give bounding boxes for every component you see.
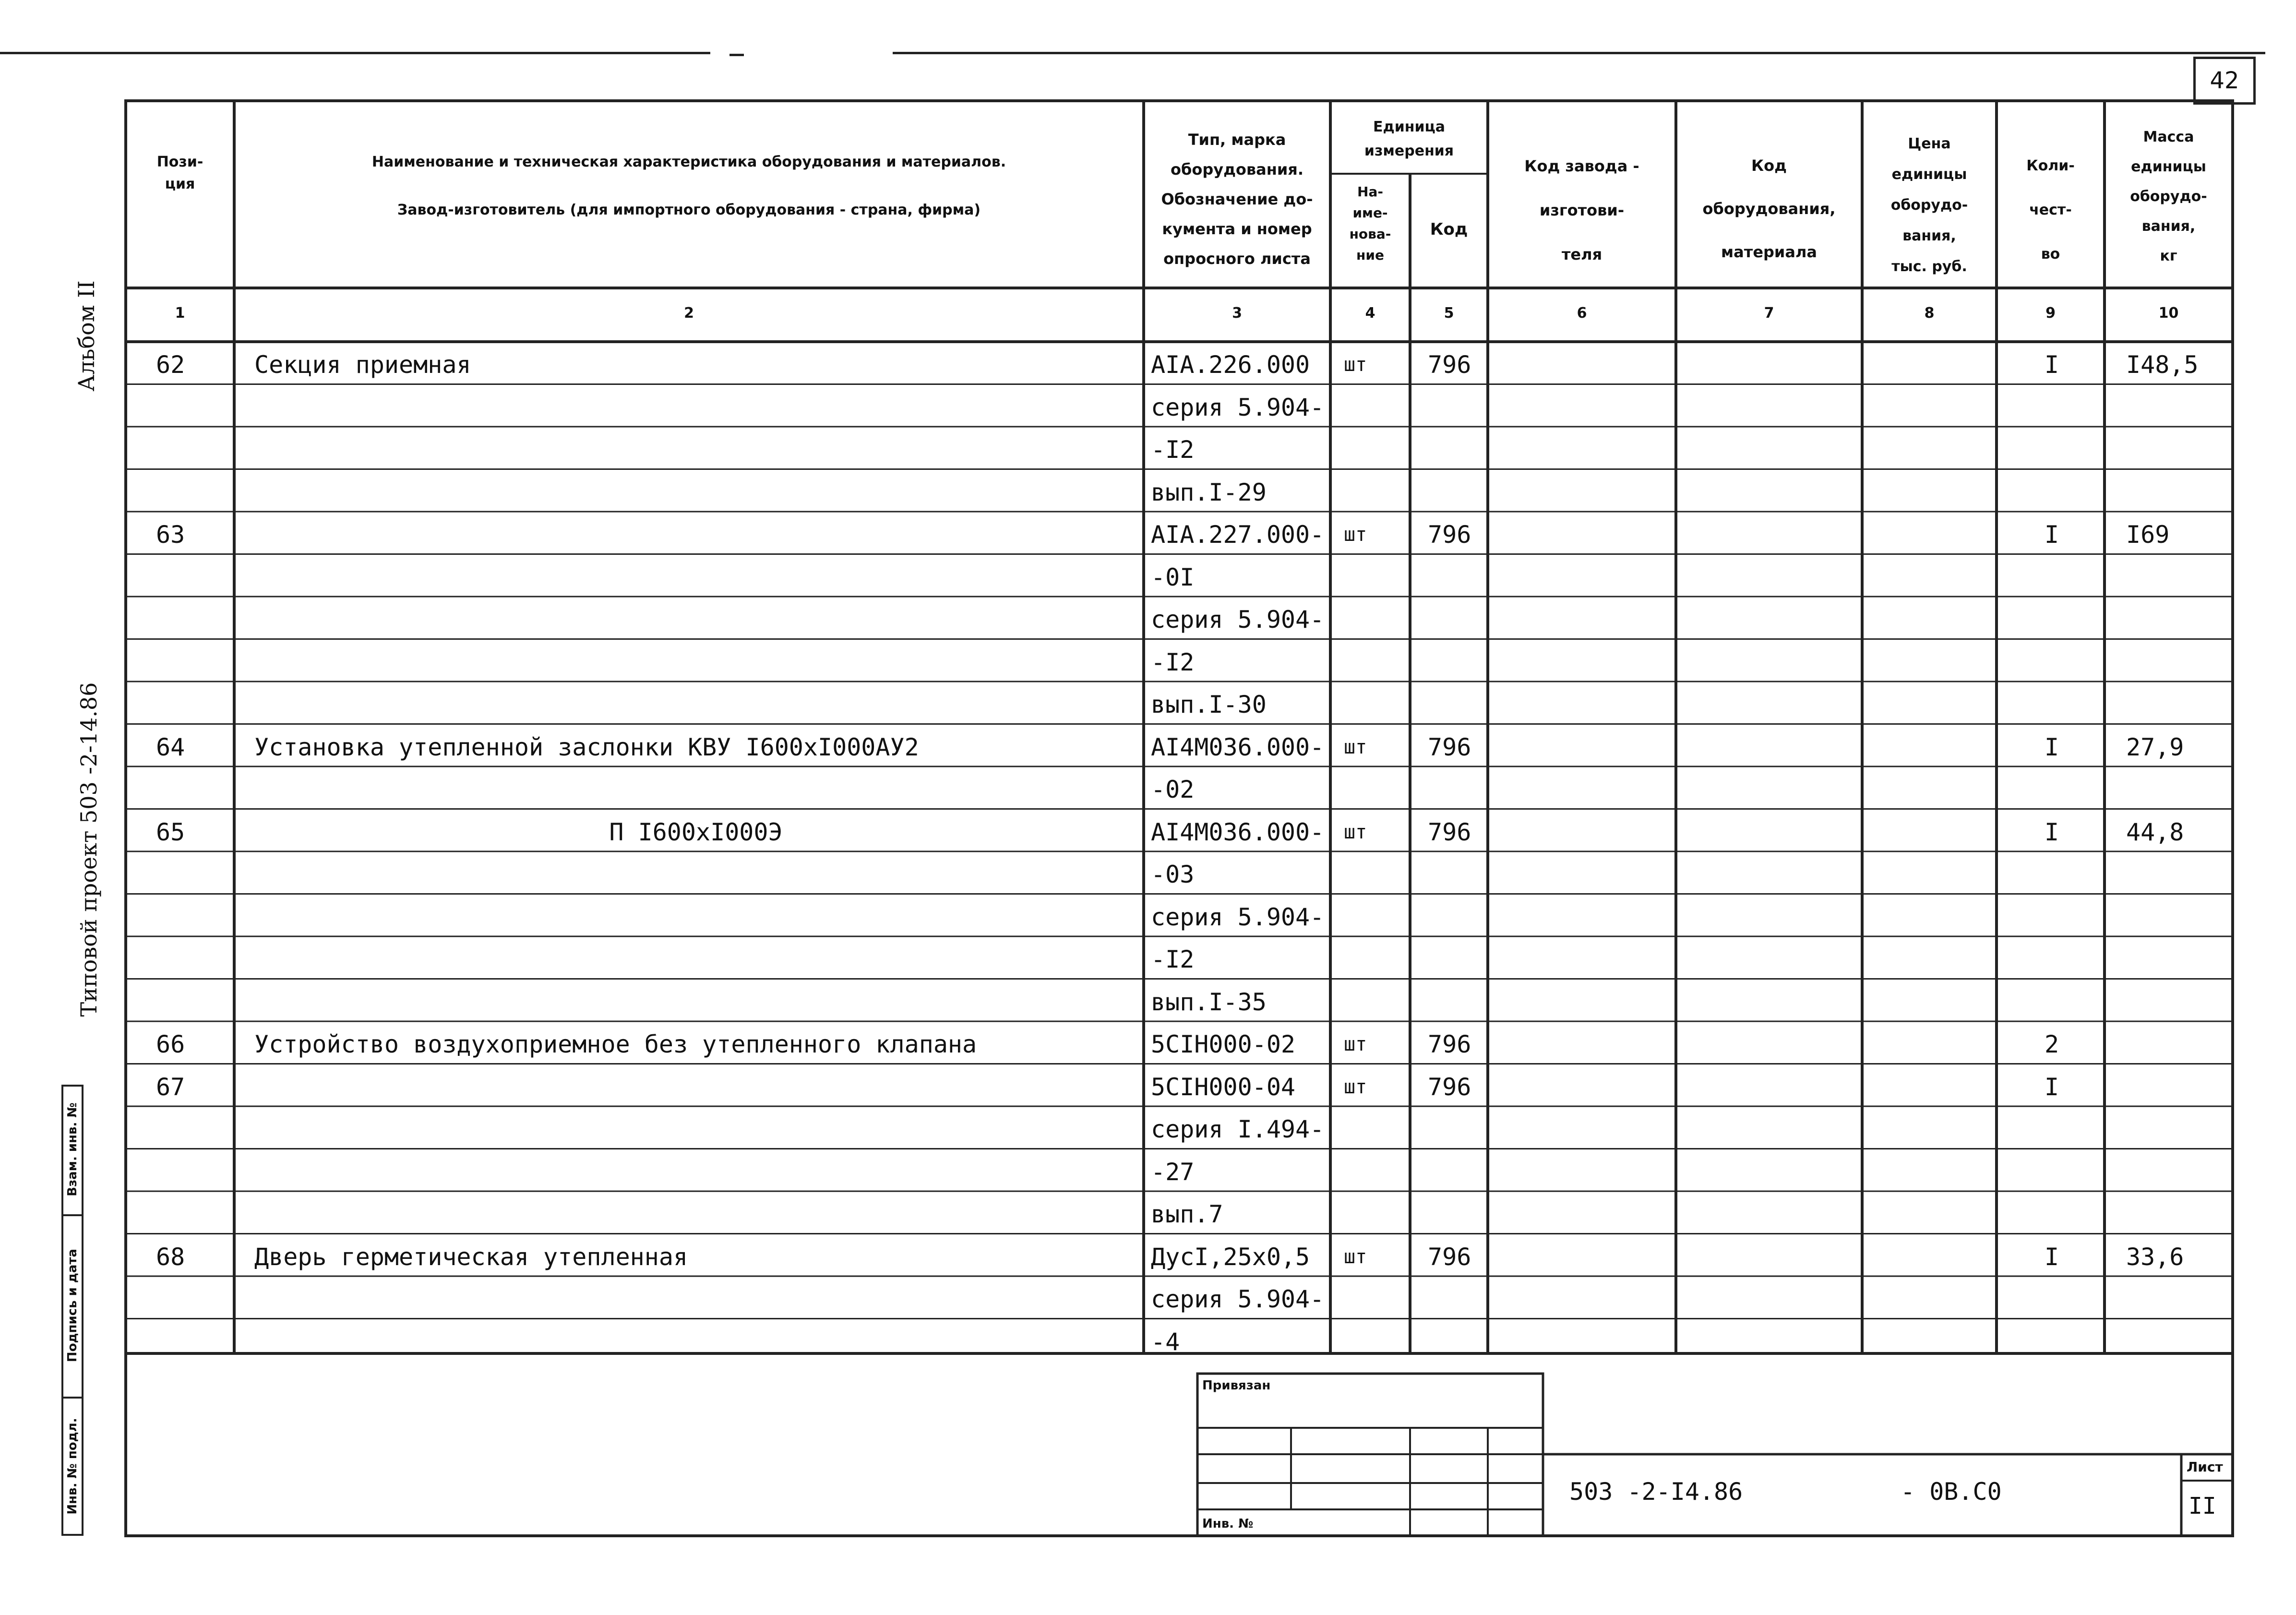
table-row	[0, 682, 2296, 724]
cell-type-mark: -I2	[1151, 945, 1195, 973]
table-row	[0, 1276, 2296, 1319]
col-number-6: 6	[1577, 305, 1587, 322]
table-row	[0, 427, 2296, 469]
cell-type-mark: ДусI,25x0,5	[1151, 1243, 1310, 1271]
cell-type-mark: AIA.227.000-	[1151, 521, 1325, 549]
table-row	[0, 809, 2296, 852]
table-row	[0, 1149, 2296, 1192]
cell-quantity: I	[2044, 1243, 2059, 1271]
table-row	[0, 342, 2296, 384]
table-row	[0, 979, 2296, 1022]
cell-position: 63	[156, 521, 185, 549]
header-name-line1: Наименование и техническая характеристика оборудования и материалов.	[371, 154, 1006, 170]
cell-type-mark: вып.I-29	[1151, 478, 1267, 506]
table-row	[0, 469, 2296, 512]
cell-type-mark: серия 5.904-	[1151, 903, 1325, 931]
header-unit-price: Цена единицы оборудо- вания, тыс. руб.	[1890, 135, 1968, 275]
cell-unit-code: 796	[1428, 1073, 1471, 1101]
header-quantity: Коли- чест- во	[2026, 157, 2075, 263]
cell-type-mark: -27	[1151, 1158, 1195, 1186]
cell-type-mark: -02	[1151, 776, 1195, 803]
cell-quantity: I	[2044, 351, 2059, 379]
cell-name: П I600xI000Э	[609, 818, 783, 846]
cell-type-mark: серия 5.904-	[1151, 1285, 1325, 1313]
cell-unit-code: 796	[1428, 351, 1471, 379]
side-box-label-3: Инв. № подл.	[65, 1418, 80, 1515]
cell-type-mark: AI4M036.000-	[1151, 818, 1325, 846]
cell-type-mark: серия 5.904-	[1151, 393, 1325, 421]
side-title: Типовой проект 503 -2-14.86	[76, 682, 102, 1017]
cell-unit-mass: 33,6	[2126, 1243, 2184, 1271]
cell-type-mark: 5CIH000-02	[1151, 1030, 1296, 1058]
table-row	[0, 1064, 2296, 1107]
header-unit-name: На- име- нова- ние	[1349, 184, 1391, 263]
sheet-number: II	[2188, 1493, 2216, 1519]
document-code: 503 -2-I4.86	[1569, 1478, 1743, 1506]
cell-quantity: I	[2044, 521, 2059, 549]
col-number-3: 3	[1232, 305, 1242, 322]
cell-position: 68	[156, 1243, 185, 1271]
cell-name: Дверь герметическая утепленная	[254, 1243, 688, 1271]
cell-unit-name: шт	[1344, 821, 1367, 843]
cell-unit-name: шт	[1344, 1076, 1367, 1098]
cell-type-mark: вып.I-30	[1151, 691, 1267, 718]
header-unit-mass: Масса единицы оборудо- вания, кг	[2130, 129, 2207, 264]
cell-quantity: 2	[2044, 1030, 2059, 1058]
cell-type-mark: -I2	[1151, 648, 1195, 676]
table-row	[0, 894, 2296, 937]
cell-type-mark: -4	[1151, 1328, 1180, 1356]
table-row	[0, 1021, 2296, 1064]
header-factory-code: Код завода - изготови- теля	[1524, 157, 1639, 263]
cell-position: 65	[156, 818, 185, 846]
col-number-1: 1	[175, 305, 185, 322]
header-equipment-code: Код оборудования, материала	[1702, 156, 1836, 261]
cell-position: 67	[156, 1073, 185, 1101]
sheet-label: Лист	[2187, 1459, 2223, 1475]
col-number-10: 10	[2158, 305, 2179, 322]
cell-unit-code: 796	[1428, 1243, 1471, 1271]
table-row	[0, 766, 2296, 809]
cell-type-mark: -0I	[1151, 563, 1195, 591]
table-row	[0, 1106, 2296, 1149]
side-album: Альбом II	[73, 280, 99, 392]
header-name-line2: Завод-изготовитель (для импортного оборудования - страна, фирма)	[397, 202, 981, 218]
header-position: Пози- ция	[156, 154, 203, 192]
side-box-label-2: Подпись и дата	[65, 1248, 80, 1363]
stamp-attached-label: Привязан	[1202, 1378, 1271, 1393]
cell-quantity: I	[2044, 1073, 2059, 1101]
cell-unit-name: шт	[1344, 354, 1367, 376]
col-number-5: 5	[1444, 305, 1454, 322]
table-row	[0, 554, 2296, 597]
table-row	[0, 1191, 2296, 1234]
cell-type-mark: серия 5.904-	[1151, 606, 1325, 634]
cell-type-mark: 5CIH000-04	[1151, 1073, 1296, 1101]
cell-type-mark: AIA.226.000	[1151, 351, 1310, 379]
cell-unit-name: шт	[1344, 736, 1367, 758]
table-row	[0, 724, 2296, 767]
cell-type-mark: AI4M036.000-	[1151, 733, 1325, 761]
cell-unit-mass: I69	[2126, 521, 2170, 549]
table-row	[0, 384, 2296, 427]
cell-quantity: I	[2044, 733, 2059, 761]
cell-unit-code: 796	[1428, 521, 1471, 549]
cell-position: 66	[156, 1030, 185, 1058]
cell-unit-mass: 27,9	[2126, 733, 2184, 761]
table-row	[0, 1234, 2296, 1277]
cell-name: Секция приемная	[254, 351, 471, 379]
header-unit: Единица измерения	[1364, 119, 1454, 159]
cell-unit-name: шт	[1344, 524, 1367, 546]
col-number-8: 8	[1924, 305, 1935, 322]
cell-type-mark: вып.7	[1151, 1200, 1223, 1228]
page-number: 42	[2210, 67, 2239, 94]
table-row	[0, 512, 2296, 554]
table-row	[0, 936, 2296, 979]
document-suffix: - 0В.С0	[1901, 1478, 2002, 1506]
cell-position: 62	[156, 351, 185, 379]
cell-unit-mass: 44,8	[2126, 818, 2184, 846]
side-box-label-1: Взам. инв. №	[65, 1102, 80, 1196]
header-type-mark: Тип, марка оборудования. Обозначение до- кумента и номер опросного листа	[1161, 131, 1313, 268]
col-number-2: 2	[684, 305, 694, 322]
cell-unit-code: 796	[1428, 1030, 1471, 1058]
cell-unit-code: 796	[1428, 818, 1471, 846]
cell-quantity: I	[2044, 818, 2059, 846]
cell-type-mark: вып.I-35	[1151, 988, 1267, 1016]
cell-name: Устройство воздухоприемное без утепленного клапана	[254, 1030, 977, 1058]
header-unit-code: Код	[1430, 220, 1468, 239]
cell-unit-code: 796	[1428, 733, 1471, 761]
cell-unit-name: шт	[1344, 1033, 1367, 1055]
col-number-4: 4	[1365, 305, 1375, 322]
table-row	[0, 851, 2296, 894]
cell-type-mark: -03	[1151, 861, 1195, 888]
cell-type-mark: серия I.494-	[1151, 1115, 1325, 1143]
table-row	[0, 597, 2296, 639]
col-number-7: 7	[1764, 305, 1774, 322]
table-row	[0, 1319, 2296, 1362]
col-number-9: 9	[2045, 305, 2056, 322]
cell-name: Установка утепленной заслонки КВУ I600xI000АУ2	[254, 733, 919, 761]
cell-unit-name: шт	[1344, 1245, 1367, 1268]
cell-type-mark: -I2	[1151, 436, 1195, 464]
cell-unit-mass: I48,5	[2126, 351, 2199, 379]
cell-position: 64	[156, 733, 185, 761]
stamp-inv-label: Инв. №	[1202, 1517, 1254, 1531]
table-row	[0, 639, 2296, 682]
